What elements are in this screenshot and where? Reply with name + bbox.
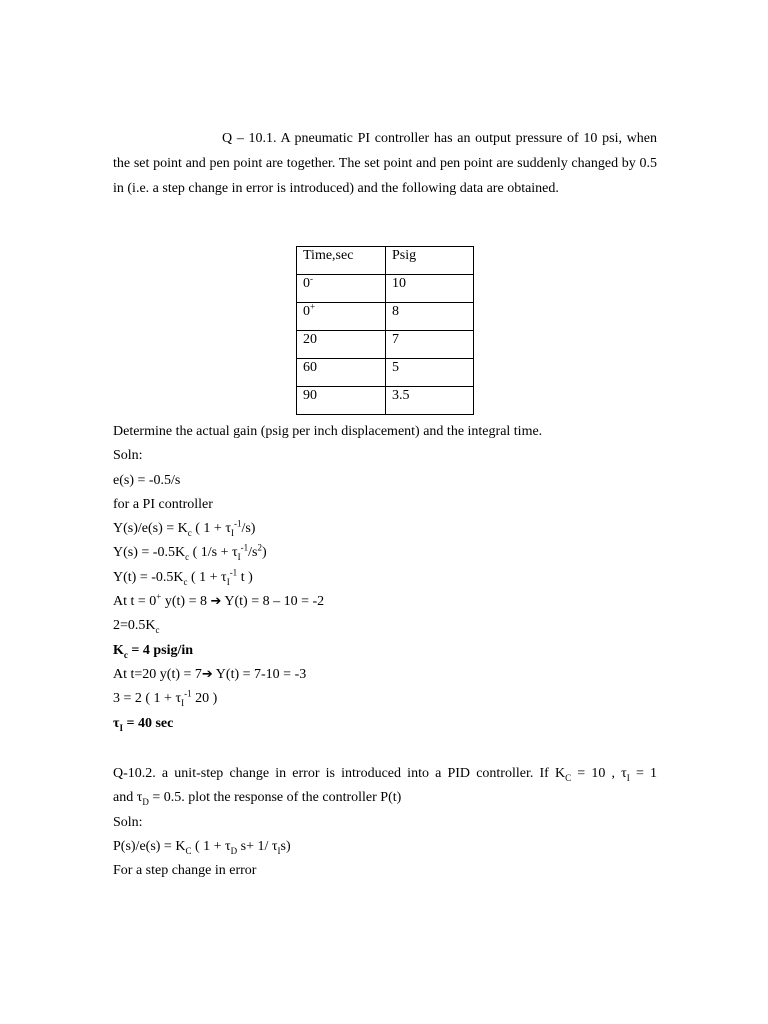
- table-row: [297, 331, 474, 359]
- question-10-2: [113, 762, 673, 883]
- question-10-2-line-2: and $\tau_D = 0.5$. plot the response of the controller P(t): [113, 790, 402, 808]
- response-t-equation: $Y(t) = -0.5K_c$ ( $1 + \tau_I^{-1}$ t ): [113, 567, 253, 587]
- pi-label: for a PI controller: [113, 496, 213, 512]
- table-cell-time: 0+: [297, 303, 386, 331]
- table-cell-time: 0-: [297, 275, 386, 303]
- table-cell-psig: 5: [386, 359, 474, 387]
- error-equation: e(s) = -0.5/s: [113, 472, 181, 488]
- table-cell-time: 20: [297, 331, 386, 359]
- soln-label-2: Soln:: [113, 814, 143, 830]
- table-cell-time: 90: [297, 387, 386, 415]
- question-10-1: [113, 126, 657, 201]
- t20-equation: At t=20 y(t) = 7➔ Y(t) = 7-10 = -3: [113, 666, 307, 682]
- gain-result: $K_c = 4$ psig/in: [113, 642, 194, 660]
- data-table: [296, 246, 474, 415]
- integral-time-step-equation: 3 = 2 ( $1 + \tau_I^{-1}$ 20 ): [113, 688, 218, 709]
- table-cell-psig: 7: [386, 331, 474, 359]
- task-statement: Determine the actual gain (psig per inch displacement) and the integral time.: [113, 424, 543, 439]
- table-cell-psig: 3.5: [386, 387, 474, 415]
- table-row: [297, 359, 474, 387]
- table-cell-psig: 8: [386, 303, 474, 331]
- response-s-equation: $Y(s) = -0.5K_c$ ( $1/s + \tau_I^{-1}/s^2$): [113, 542, 267, 563]
- integral-time-result: $\tau_I = 40$ sec: [113, 715, 174, 733]
- table-header-psig: Psig: [386, 247, 474, 275]
- table-row: [297, 275, 474, 303]
- arrow-right-icon: ➔: [210, 594, 222, 610]
- question-number: Q – 10.1.: [222, 131, 277, 146]
- initial-condition-equation: At t = 0+ y(t) = 8 ➔ Y(t) = 8 – 10 = -2: [113, 591, 325, 610]
- gain-step-equation: $2=0.5K_c$: [113, 618, 160, 636]
- question-10-2-line-1: Q-10.2. a unit-step change in error is introduced into a PID controller. If $K_C = 10$ , $\tau_I = 1$: [113, 766, 657, 783]
- table-row: [297, 387, 474, 415]
- question-text: A pneumatic PI controller has an output pressure of 10 psi, when the set point and pen point are together. The set point and pen point are suddenly changed by 0.5 in (i.e. a step change in error is introduced) and the following data are obtained.: [113, 131, 657, 196]
- table-row: [297, 303, 474, 331]
- soln-label: Soln:: [113, 448, 143, 464]
- solution-10-1: [113, 420, 673, 736]
- transfer-function-equation: $Y(s)/e(s) = K_c$ ( $1 + \tau_I^{-1}/s$): [113, 518, 256, 538]
- table-header-row: [297, 247, 474, 275]
- step-change-label: For a step change in error: [113, 863, 257, 879]
- pid-transfer-function: $P(s)/e(s) = K_C$ ( $1 + \tau_D$ s+ 1/ $\tau_Is$): [113, 838, 291, 856]
- table-header-time: Time,sec: [297, 247, 386, 275]
- table-cell-psig: 10: [386, 275, 474, 303]
- table-cell-time: 60: [297, 359, 386, 387]
- arrow-right-icon: ➔: [201, 666, 213, 682]
